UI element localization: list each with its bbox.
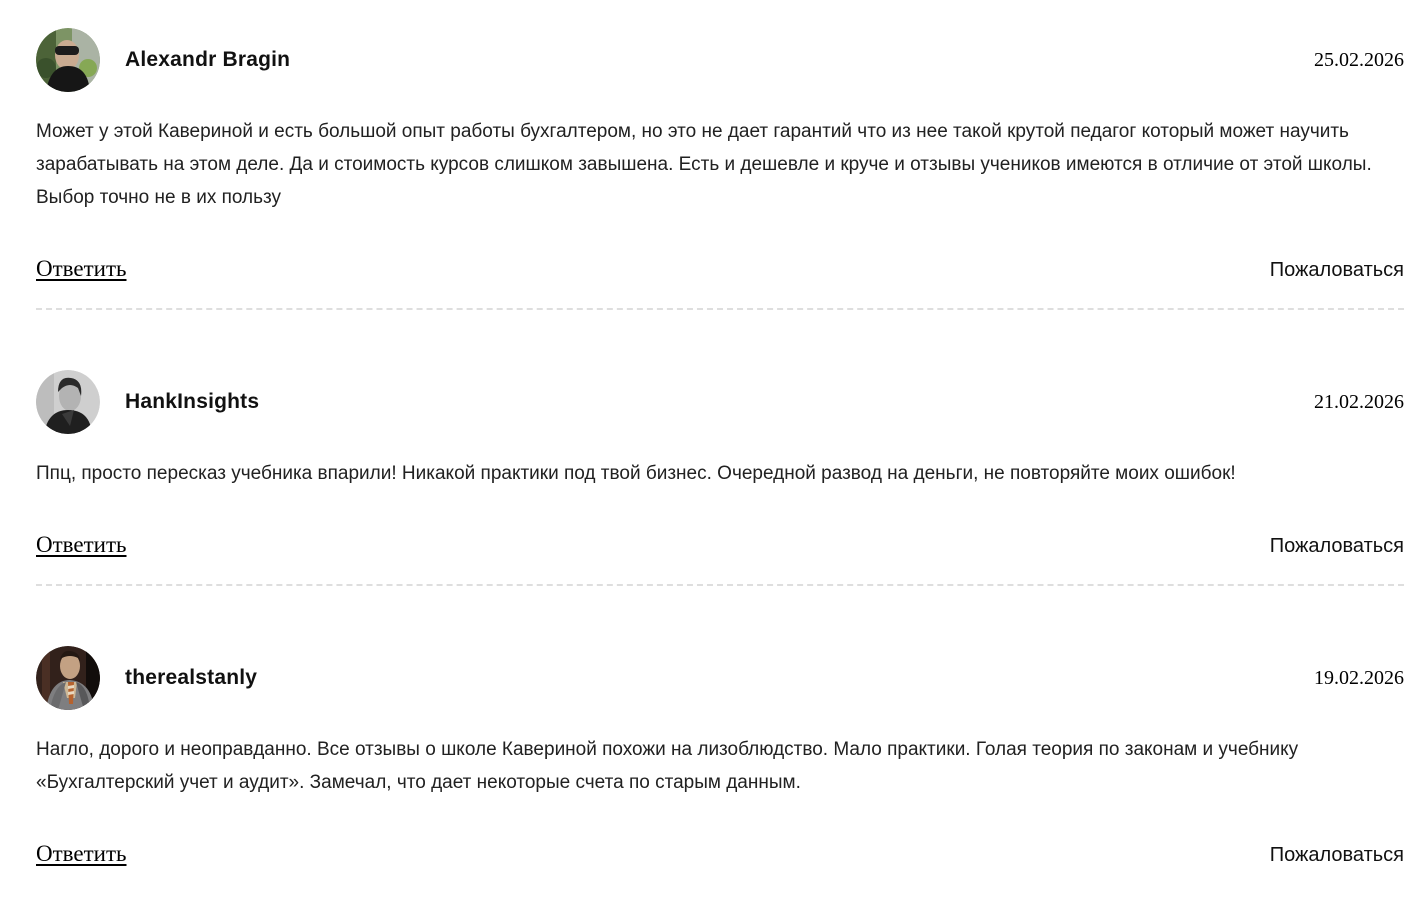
- comment-actions: [36, 841, 1404, 867]
- comment-item: [36, 370, 1404, 558]
- comment-author: therealstanly: [125, 666, 258, 689]
- comment-text: Нагло, дорого и неоправданно. Все отзывы о школе Кавериной похожи на лизоблюдство. Мало практики. Голая теория по законам и учебнику «Бухгалтерский учет и аудит». Замечал, что дает некоторые счета по старым данным.: [36, 739, 1299, 793]
- comment-divider: [36, 584, 1404, 586]
- comment-actions: [36, 532, 1404, 558]
- reply-link[interactable]: Ответить: [36, 532, 127, 557]
- report-link[interactable]: Пожаловаться: [1269, 259, 1404, 281]
- comment-author: HankInsights: [125, 390, 260, 413]
- avatar: [36, 370, 100, 434]
- comment-item: [36, 28, 1404, 282]
- reply-link[interactable]: Ответить: [36, 256, 127, 281]
- comment-text: Ппц, просто пересказ учебника впарили! Никакой практики под твой бизнес. Очередной развод на деньги, не повторяйте моих ошибок!: [36, 463, 1236, 484]
- avatar: [36, 28, 100, 92]
- comment-date: 21.02.2026: [1314, 390, 1404, 413]
- comment-header: [36, 646, 1404, 710]
- comment-date: 19.02.2026: [1314, 666, 1404, 689]
- comment-header: [36, 370, 1404, 434]
- report-link[interactable]: Пожаловаться: [1269, 844, 1404, 866]
- comment-text: Может у этой Кавериной и есть большой опыт работы бухгалтером, но это не дает гарантий что из нее такой крутой педагог который может научить зарабатывать на этом деле. Да и стоимость курсов слишком завышена. Есть и дешевле и круче и отзывы учеников имеются в отличие от этой школы. Выбор точно не в их пользу: [36, 121, 1372, 208]
- comment-date: 25.02.2026: [1314, 48, 1404, 71]
- report-link[interactable]: Пожаловаться: [1269, 535, 1404, 557]
- avatar: [36, 646, 100, 710]
- reply-link[interactable]: Ответить: [36, 841, 127, 866]
- comment-author: Alexandr Bragin: [125, 48, 291, 71]
- comment-actions: [36, 256, 1404, 282]
- comment-divider: [36, 308, 1404, 310]
- comment-header: [36, 28, 1404, 92]
- comment-item: [36, 646, 1404, 867]
